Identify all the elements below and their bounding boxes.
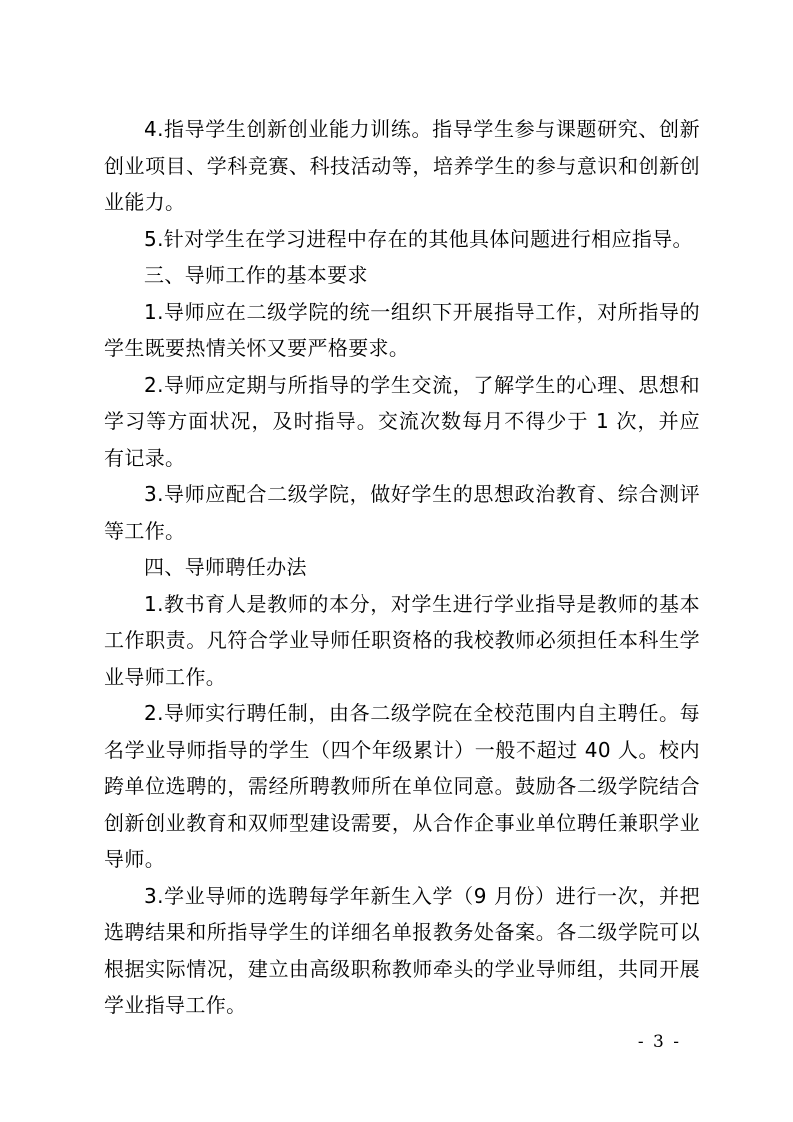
paragraph-item-4: 4.指导学生创新创业能力训练。指导学生参与课题研究、创新创业项目、学科竞赛、科技活动等，培养学生的参与意识和创新创业能力。 [104, 117, 700, 214]
paragraph-requirement-3: 3.导师应配合二级学院，做好学生的思想政治教育、综合测评等工作。 [104, 482, 700, 543]
paragraph-appointment-1: 1.教书育人是教师的本分，对学生进行学业指导是教师的基本工作职责。凡符合学业导师任职资格的我校教师必须担任本科生学业导师工作。 [104, 591, 700, 689]
section-heading-appointment: 四、导师聘任办法 [144, 555, 307, 579]
paragraph-appointment-3: 3.学业导师的选聘每学年新生入学（9 月份）进行一次，并把选聘结果和所指导学生的详细名单报教务处备案。各二级学院可以根据实际情况，建立由高级职称教师牵头的学业导师组，共同开展学业指导工作。 [104, 883, 700, 1017]
document-body [104, 111, 700, 1024]
paragraph-item-5: 5.针对学生在学习进程中存在的其他具体问题进行相应指导。 [144, 226, 693, 251]
page-number: - 3 - [637, 1032, 681, 1052]
paragraph-requirement-1: 1.导师应在二级学院的统一组织下开展指导工作，对所指导的学生既要热情关怀又要严格要求。 [104, 299, 700, 360]
paragraph-requirement-2: 2.导师应定期与所指导的学生交流，了解学生的心理、思想和学习等方面状况，及时指导。交流次数每月不得少于 1 次，并应有记录。 [104, 372, 700, 470]
paragraph-appointment-2: 2.导师实行聘任制，由各二级学院在全校范围内自主聘任。每名学业导师指导的学生（四个年级累计）一般不超过 40 人。校内跨单位选聘的，需经所聘教师所在单位同意。鼓励各二级学院结合创新创业教育和双师型建设需要，从合作企事业单位聘任兼职学业导师。 [104, 701, 700, 871]
section-heading-requirements: 三、导师工作的基本要求 [144, 263, 368, 287]
